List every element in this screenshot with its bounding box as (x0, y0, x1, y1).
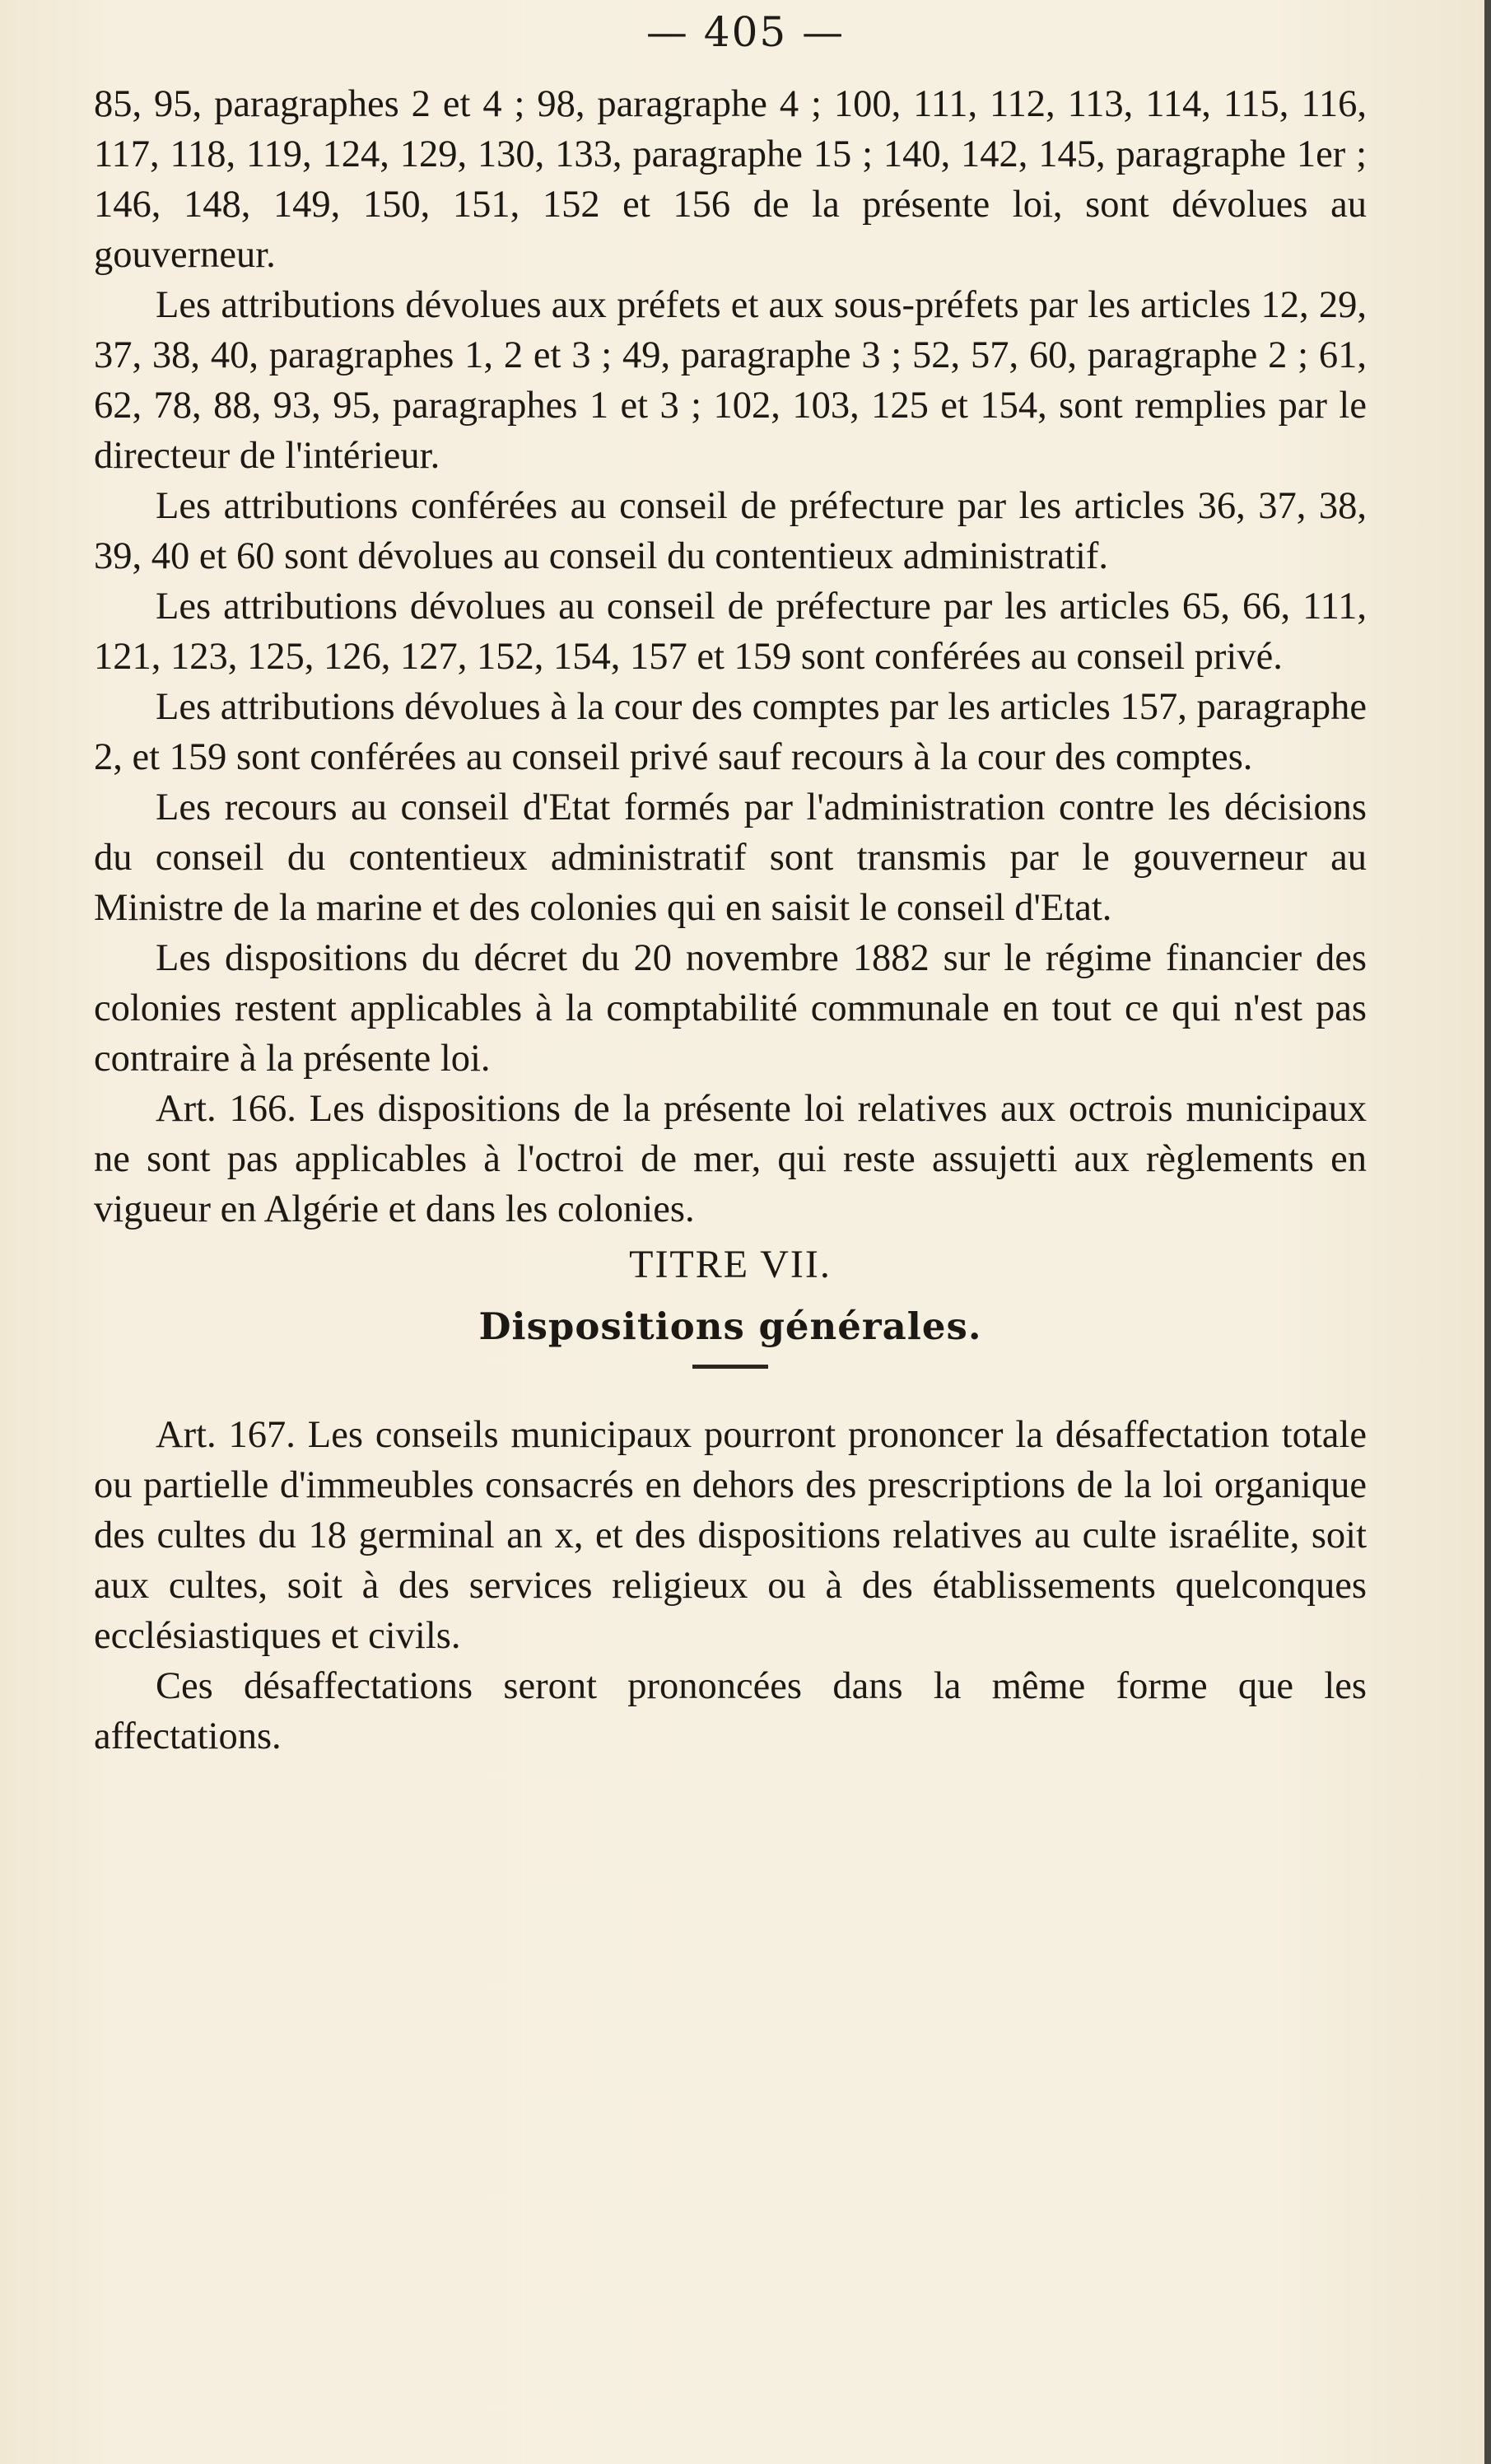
paragraph-cour-comptes: Les attributions dévolues à la cour des comptes par les articles 157, paragraphe 2, et 159 sont conférées au conseil privé sauf recours à la cour des comptes. (94, 686, 1367, 778)
paragraph-recours: Les recours au conseil d'Etat formés par l'administration contre les décisions du conseil du contentieux administratif sont transmis par le gouverneur au Ministre de la marine et des colonies qui en saisit le conseil d'Etat. (94, 786, 1367, 929)
paragraph-desaffectations: Ces désaffectations seront prononcées dans la même forme que les affectations. (94, 1665, 1367, 1757)
page-body (94, 79, 1367, 1762)
paragraph-conseil-prefecture: Les attributions conférées au conseil de préfecture par les articles 36, 37, 38, 39, 40 et 60 sont dévolues au conseil du contentieux administratif. (94, 485, 1367, 577)
section-title: TITRE VII. (629, 1243, 832, 1286)
paragraph-art-167: Art. 167. Les conseils municipaux pourront prononcer la désaffectation totale ou partielle d'immeubles consacrés en dehors des prescriptions de la loi organique des cultes du 18 germinal an x, et des dispositions relatives au culte israélite, soit aux cultes, soit à des services religieux ou à des établissements quelconques ecclésiastiques et civils. (94, 1414, 1367, 1657)
paragraph-conseil-prive: Les attributions dévolues au conseil de préfecture par les articles 65, 66, 111, 121, 123, 125, 126, 127, 152, 154, 157 et 159 sont conférées au conseil privé. (94, 586, 1367, 678)
paragraph-decret: Les dispositions du décret du 20 novembre 1882 sur le régime financier des colonies restent applicables à la comptabilité communale en tout ce qui n'est pas contraire à la présente loi. (94, 937, 1367, 1080)
section-rule (692, 1365, 768, 1369)
paragraph-prefets: Les attributions dévolues aux préfets et aux sous-préfets par les articles 12, 29, 37, 38, 40, paragraphes 1, 2 et 3 ; 49, paragraphe 3 ; 52, 57, 60, paragraphe 2 ; 61, 62, 78, 88, 93, 95, paragraphes 1 et 3 ; 102, 103, 125 et 154, sont remplies par le directeur de l'intérieur. (94, 284, 1367, 477)
paragraph-art-166: Art. 166. Les dispositions de la présente loi relatives aux octrois municipaux ne sont pas applicables à l'octroi de mer, qui reste assujetti aux règlements en vigueur en Algérie et dans les colonies. (94, 1088, 1367, 1230)
page-number: — 405 — (645, 8, 846, 56)
page-edge (1484, 0, 1491, 2464)
section-subtitle: Dispositions générales. (478, 1304, 982, 1348)
paragraph-continued: 85, 95, paragraphes 2 et 4 ; 98, paragraphe 4 ; 100, 111, 112, 113, 114, 115, 116, 117, 118, 119, 124, 129, 130, 133, paragraphe 15 ; 140, 142, 145, paragraphe 1er ; 146, 148, 149, 150, 151, 152 et 156 de la présente loi, sont dévolues au gouverneur. (94, 83, 1367, 276)
